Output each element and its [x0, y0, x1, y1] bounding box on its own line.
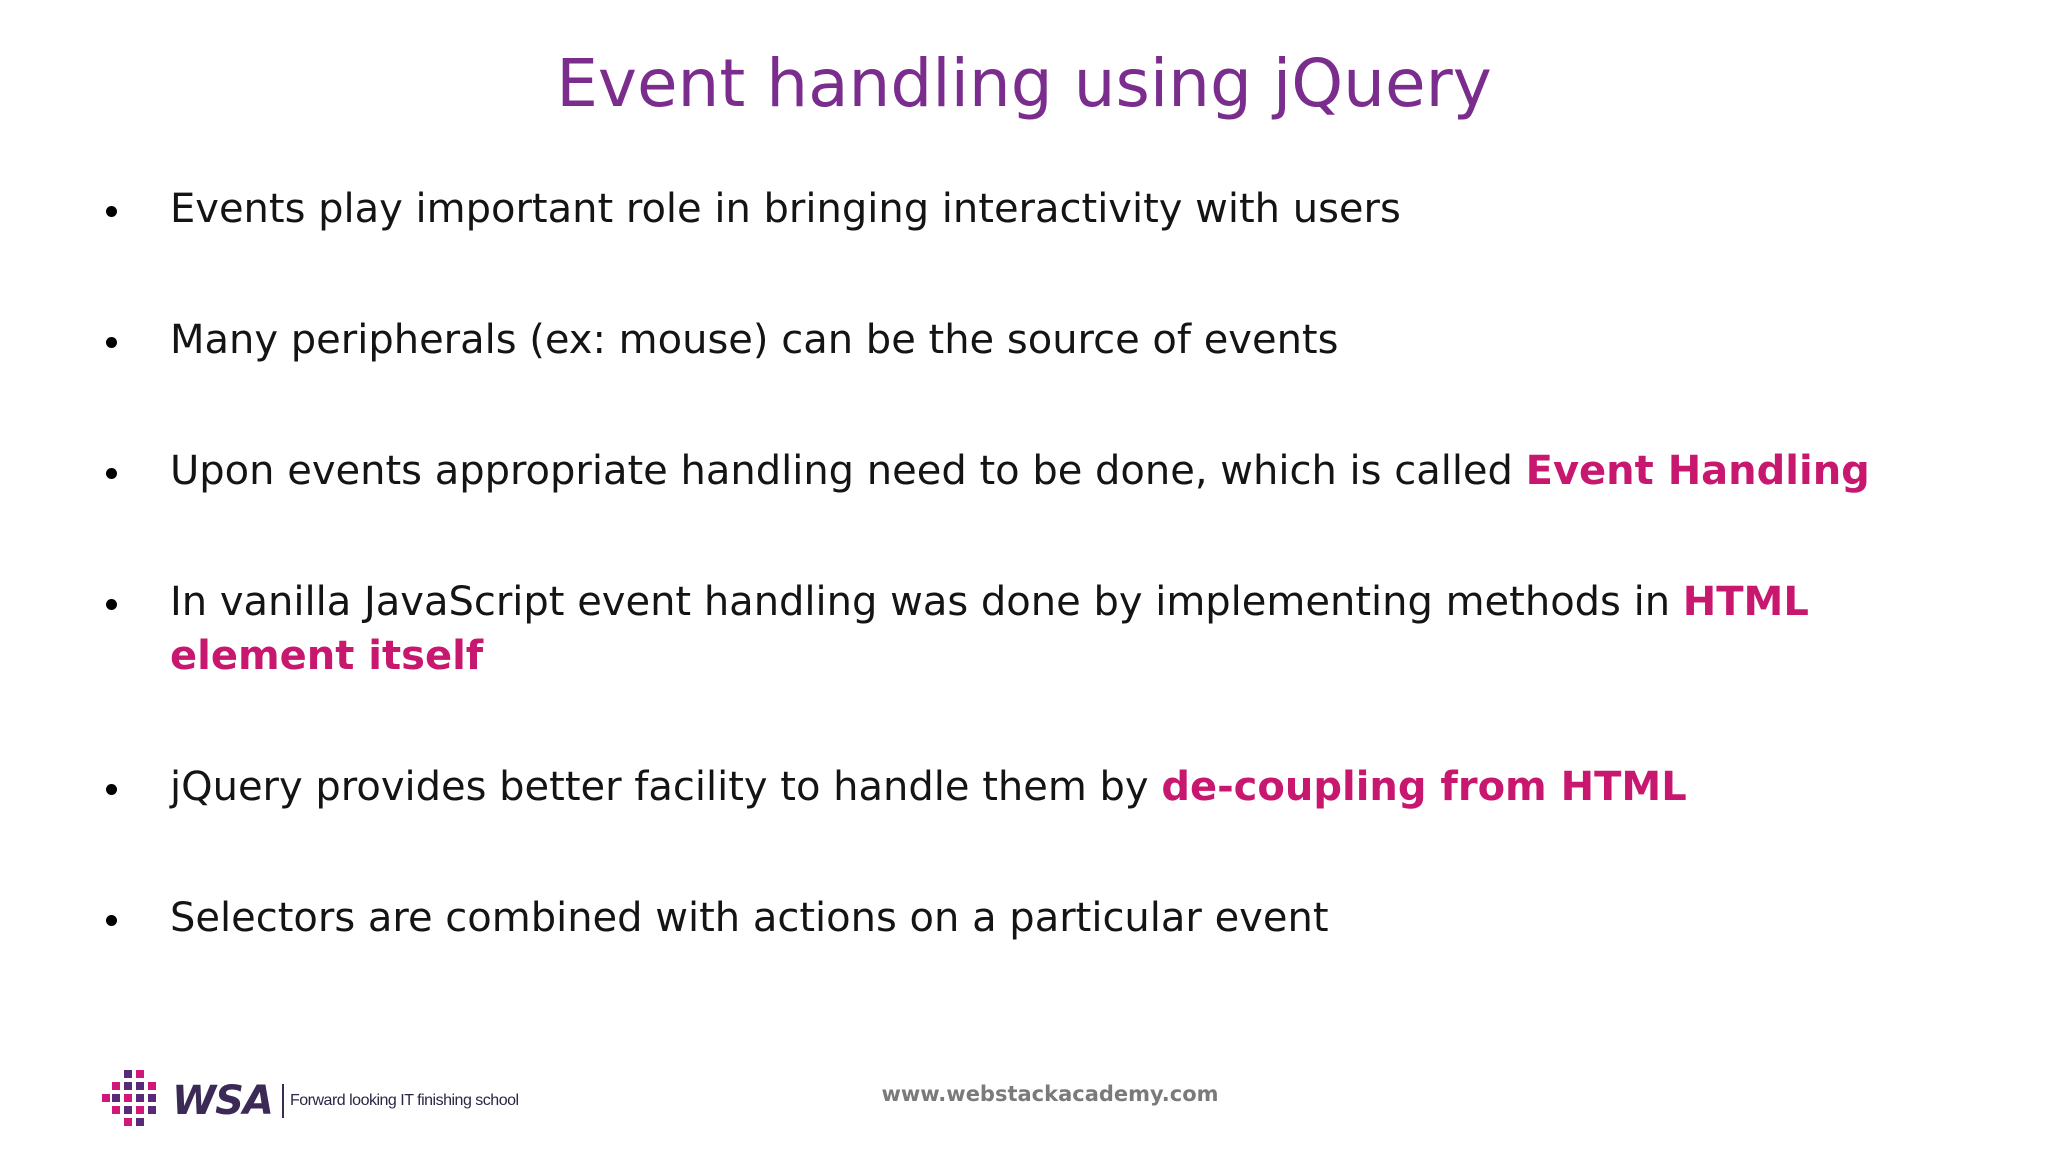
bullet-dot-icon — [106, 337, 117, 348]
bullet-plain-text: Selectors are combined with actions on a particular event — [170, 895, 1329, 941]
bullet-plain-text: Events play important role in bringing interactivity with users — [170, 186, 1401, 232]
slide-title: Event handling using jQuery — [556, 45, 1492, 122]
bullet-dot-icon — [106, 599, 117, 610]
logo-text: WSA — [172, 1078, 273, 1124]
logo-tagline: Forward looking IT finishing school — [290, 1092, 519, 1109]
bullet-text — [170, 575, 1870, 683]
bullet-plain-text: In vanilla JavaScript event handling was done by implementing methods in — [170, 579, 1683, 625]
bullet-highlight-text: de-coupling from HTML — [1161, 764, 1687, 810]
bullet-plain-text: Upon events appropriate handling need to be done, which is called — [170, 448, 1526, 494]
bullet-highlight-text: Event Handling — [1525, 448, 1870, 494]
bullet-dot-icon — [106, 468, 117, 479]
footer-url: www.webstackacademy.com — [881, 1082, 1219, 1106]
bullet-plain-text: jQuery provides better facility to handle them by — [170, 764, 1162, 810]
bullet-text — [170, 891, 1870, 945]
bullet-highlight-text: HTML element itself — [170, 579, 1809, 679]
bullet-dot-icon — [106, 206, 117, 217]
bullet-text — [170, 313, 1870, 367]
bullet-dot-icon — [106, 915, 117, 926]
bullet-text — [170, 182, 1870, 236]
bullet-text — [170, 444, 1870, 498]
bullet-plain-text: Many peripherals (ex: mouse) can be the source of events — [170, 317, 1339, 363]
bullet-dot-icon — [106, 784, 117, 795]
bullet-text — [170, 760, 1870, 814]
